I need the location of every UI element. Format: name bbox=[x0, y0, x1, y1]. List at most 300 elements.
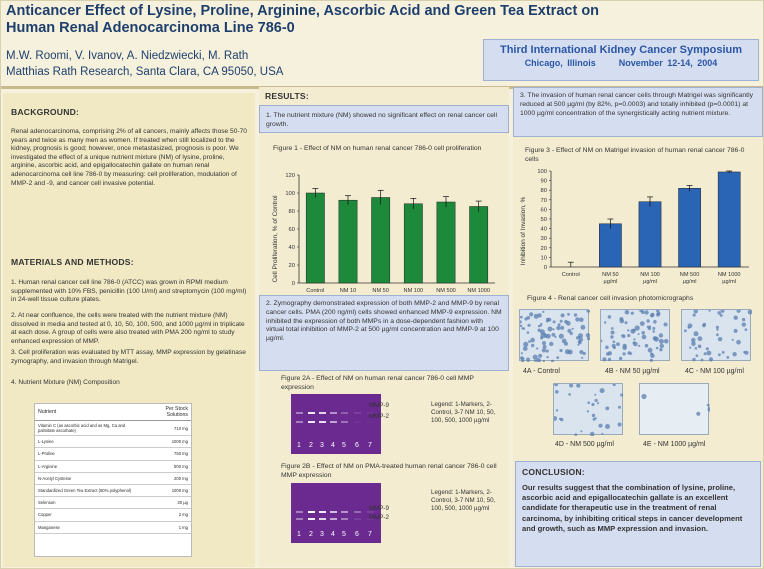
y-tick-label: 50 bbox=[540, 217, 547, 223]
y-tick-label: 80 bbox=[288, 209, 295, 215]
cell-dot bbox=[568, 393, 571, 396]
cell-dot bbox=[595, 399, 598, 402]
y-tick-label: 20 bbox=[288, 263, 295, 269]
photo-4b bbox=[600, 309, 670, 361]
cell-dot bbox=[704, 352, 707, 355]
cell-dot bbox=[531, 344, 534, 347]
cell-dot bbox=[538, 325, 541, 328]
nutrient-amount: 750 mg bbox=[145, 448, 191, 460]
cell-dot bbox=[558, 323, 561, 326]
cell-dot bbox=[605, 407, 609, 411]
y-tick-label: 90 bbox=[540, 178, 547, 185]
cell-dot bbox=[523, 342, 528, 347]
gel-band-mmp9 bbox=[341, 511, 348, 513]
cell-dot bbox=[623, 352, 626, 355]
x-tick-label: µg/ml bbox=[682, 279, 697, 285]
x-tick-label: NM 500 bbox=[679, 272, 700, 278]
bar bbox=[639, 202, 661, 267]
cell-dot bbox=[572, 328, 574, 330]
cell-dot bbox=[608, 358, 611, 361]
cell-dot bbox=[546, 334, 551, 339]
lane-label: 3 bbox=[320, 442, 324, 449]
nutrient-name: Copper bbox=[35, 509, 145, 521]
bar bbox=[437, 202, 455, 283]
cell-dot bbox=[540, 323, 542, 325]
cell-dot bbox=[652, 327, 655, 330]
gel-band-mmp2 bbox=[296, 421, 303, 423]
table-row bbox=[35, 509, 191, 521]
cell-dot bbox=[590, 432, 595, 436]
y-tick-label: 60 bbox=[288, 227, 295, 233]
bar bbox=[679, 188, 701, 267]
x-tick-label: µg/ml bbox=[603, 279, 618, 285]
cell-dot bbox=[552, 328, 554, 330]
conclusion-heading: CONCLUSION: bbox=[522, 467, 585, 477]
cell-dot bbox=[734, 329, 738, 333]
cell-dot bbox=[564, 320, 568, 324]
x-tick-label: NM 1000 bbox=[467, 288, 491, 294]
table-row bbox=[35, 448, 191, 460]
cell-dot bbox=[692, 358, 695, 361]
cell-dot bbox=[520, 356, 524, 360]
cell-dot bbox=[726, 356, 729, 359]
cell-dot bbox=[605, 346, 609, 350]
cell-dot bbox=[707, 351, 712, 356]
cell-dot bbox=[606, 352, 609, 355]
y-tick-label: 0 bbox=[291, 281, 295, 287]
cell-dot bbox=[708, 407, 711, 412]
cell-dot bbox=[594, 394, 596, 396]
cell-dot bbox=[575, 433, 578, 436]
photo-4c bbox=[681, 309, 751, 361]
x-tick-label: NM 50 bbox=[372, 288, 389, 294]
lane-label: 6 bbox=[355, 531, 359, 538]
bar bbox=[306, 193, 324, 283]
cell-dot bbox=[620, 394, 623, 397]
cell-dot bbox=[648, 327, 651, 330]
cell-dot bbox=[622, 334, 626, 338]
cell-dot bbox=[561, 313, 565, 317]
gel-band-mmp2 bbox=[354, 518, 361, 520]
cell-dot bbox=[604, 321, 606, 323]
photo-4e-label: 4E - NM 1000 µg/ml bbox=[643, 441, 706, 448]
gel-band-mmp2 bbox=[367, 421, 374, 423]
cell-dot bbox=[689, 347, 691, 349]
cell-dot bbox=[520, 316, 523, 319]
cell-dot bbox=[555, 390, 559, 394]
cell-dot bbox=[633, 341, 636, 344]
cell-dot bbox=[659, 348, 662, 351]
cell-dot bbox=[556, 326, 560, 330]
bar bbox=[372, 198, 390, 284]
authors: M.W. Roomi, V. Ivanov, A. Niedzwiecki, M. Rath bbox=[6, 50, 249, 62]
cell-dot bbox=[554, 384, 558, 386]
cell-dot bbox=[706, 347, 709, 350]
figure-3-plot bbox=[537, 169, 749, 285]
cell-dot bbox=[600, 388, 605, 393]
cell-dot bbox=[664, 323, 668, 327]
table-row bbox=[35, 521, 191, 533]
cell-dot bbox=[644, 310, 648, 314]
cell-dot bbox=[611, 331, 615, 335]
y-tick-label: 80 bbox=[540, 188, 547, 195]
cell-dot bbox=[602, 357, 606, 361]
cell-dot bbox=[567, 313, 570, 316]
cell-dot bbox=[598, 424, 602, 428]
cell-dot bbox=[656, 347, 659, 350]
y-tick-label: 60 bbox=[540, 207, 547, 214]
cell-dot bbox=[521, 352, 523, 354]
conclusion-box bbox=[515, 461, 761, 567]
cell-dot bbox=[570, 332, 573, 335]
cell-dot bbox=[627, 329, 629, 331]
symposium-location: Chicago, Illinois bbox=[524, 58, 596, 68]
cell-dot bbox=[650, 314, 654, 318]
gel-band-mmp9 bbox=[354, 511, 361, 513]
nutrient-amount: 710 mg bbox=[145, 421, 191, 436]
result-1-box bbox=[259, 105, 509, 133]
gel-band-mmp2 bbox=[296, 518, 303, 520]
nutrient-amount: 200 mg bbox=[145, 472, 191, 484]
cell-dot bbox=[742, 318, 745, 321]
cell-dot bbox=[574, 313, 577, 316]
x-tick-label: NM 100 bbox=[640, 272, 660, 278]
figure-2b-gel bbox=[291, 483, 381, 543]
cell-dot bbox=[601, 433, 603, 435]
nutrient-amount: 1 mg bbox=[145, 521, 191, 533]
lane-label: 2 bbox=[309, 442, 313, 449]
figure-2a-band-labels bbox=[369, 402, 393, 421]
cell-dot bbox=[638, 333, 640, 335]
cell-dot bbox=[718, 353, 721, 356]
nutrient-name: L-Lysine bbox=[35, 436, 145, 448]
cell-dot bbox=[586, 310, 590, 313]
table-header-row bbox=[35, 404, 191, 421]
cell-dot bbox=[627, 334, 630, 337]
cell-dot bbox=[691, 342, 696, 347]
lane-label: 3 bbox=[320, 531, 324, 538]
lane-label: 6 bbox=[355, 442, 359, 449]
y-tick-label: 40 bbox=[540, 226, 547, 233]
mmp9-label: MMP-9 bbox=[369, 505, 389, 512]
cell-dot bbox=[734, 316, 738, 320]
cell-dot bbox=[523, 346, 528, 351]
gel-band-mmp9 bbox=[341, 412, 348, 414]
cell-dot bbox=[581, 357, 583, 359]
cell-dot bbox=[601, 340, 602, 343]
cell-dot bbox=[657, 312, 661, 316]
gel-band-mmp2 bbox=[354, 421, 361, 423]
figure-3-caption: Figure 3 - Effect of NM on Matrigel invasion of human renal cancer 786-0 cells bbox=[525, 147, 745, 163]
gel-band-mmp2 bbox=[330, 421, 337, 423]
cell-dot bbox=[577, 344, 579, 346]
cell-dot bbox=[684, 329, 687, 332]
y-tick-label: 40 bbox=[288, 245, 295, 251]
cell-dot bbox=[635, 325, 640, 330]
nutrient-amount: 1000 mg bbox=[145, 484, 191, 496]
cell-dot bbox=[610, 335, 613, 338]
cell-dot bbox=[650, 359, 653, 362]
table-header-nutrient: Nutrient bbox=[35, 404, 145, 421]
cell-dot bbox=[579, 318, 584, 323]
cell-dot bbox=[653, 320, 657, 324]
cell-dot bbox=[543, 345, 547, 349]
cell-dot bbox=[622, 346, 627, 351]
figure-1-chart bbox=[265, 165, 505, 305]
cell-dot bbox=[564, 342, 568, 346]
gel-band-mmp2 bbox=[319, 421, 326, 423]
cell-dot bbox=[546, 320, 549, 323]
cell-dot bbox=[580, 430, 582, 432]
mmp2-label: MMP-2 bbox=[369, 513, 389, 521]
cell-dot bbox=[708, 310, 710, 312]
cell-dot bbox=[625, 321, 628, 324]
y-tick-label: 70 bbox=[540, 197, 547, 204]
cell-dot bbox=[611, 327, 614, 330]
cell-dot bbox=[587, 401, 590, 404]
symposium-dates: November 12-14, 2004 bbox=[618, 58, 718, 68]
cell-dot bbox=[743, 351, 746, 354]
cell-dot bbox=[716, 326, 719, 329]
nutrient-amount: 2 mg bbox=[145, 509, 191, 521]
cell-dot bbox=[717, 311, 721, 315]
gel-band-mmp9 bbox=[308, 412, 315, 414]
gel-band-mmp2 bbox=[308, 421, 315, 423]
results-heading: RESULTS: bbox=[265, 91, 309, 101]
cell-dot bbox=[633, 338, 635, 340]
result-2-box bbox=[259, 295, 509, 371]
gel-band-mmp2 bbox=[330, 518, 337, 520]
lane-label: 5 bbox=[342, 531, 346, 538]
cell-dot bbox=[664, 339, 669, 344]
figure-4-caption: Figure 4 - Renal cancer cell invasion photomicrographs bbox=[527, 295, 694, 302]
mmp2-label: MMP-2 bbox=[369, 412, 389, 420]
gel-band-mmp2 bbox=[341, 518, 348, 520]
author-block bbox=[6, 48, 283, 80]
table-row bbox=[35, 497, 191, 509]
cell-dot bbox=[648, 348, 653, 353]
symposium-details bbox=[484, 58, 758, 68]
cell-dot bbox=[583, 352, 586, 355]
background-heading: BACKGROUND: bbox=[11, 107, 80, 117]
cell-dot bbox=[619, 357, 622, 360]
y-tick-label: 20 bbox=[540, 245, 547, 252]
result-3-box bbox=[513, 87, 763, 137]
nutrient-name: L-Proline bbox=[35, 448, 145, 460]
bar bbox=[470, 207, 488, 284]
cell-dot bbox=[559, 418, 561, 420]
cell-dot bbox=[527, 324, 530, 327]
bar bbox=[339, 200, 357, 283]
figure-2a-gel bbox=[291, 394, 381, 454]
cell-dot bbox=[716, 329, 718, 331]
cell-dot bbox=[552, 333, 556, 337]
cell-dot bbox=[542, 341, 546, 345]
cell-dot bbox=[698, 336, 703, 341]
cell-dot bbox=[556, 409, 558, 411]
cell-dot bbox=[543, 333, 546, 336]
x-tick-label: NM 100 bbox=[403, 288, 424, 294]
cell-dot bbox=[659, 339, 664, 344]
cell-dot bbox=[542, 311, 544, 313]
gel-band-mmp9 bbox=[319, 412, 326, 414]
gel-band-mmp9 bbox=[330, 511, 337, 513]
cell-dot bbox=[581, 325, 586, 330]
cell-dot bbox=[559, 334, 564, 339]
cell-dot bbox=[527, 331, 530, 334]
cell-dot bbox=[618, 406, 621, 409]
result-3-text: 3. The invasion of human renal cancer cells through Matrigel was significantly reduced at 500 µg/ml (by 82%, p=0.0003) and totally inhibited (p=0.0001) at 1000 µg/ml concentration of the synergistically acting nutrient mixture. bbox=[520, 92, 753, 117]
gel-band-mmp9 bbox=[330, 412, 337, 414]
figure-2a-caption: Figure 2A - Effect of NM on human renal cancer 786-0 cell MMP expression bbox=[281, 375, 474, 391]
table-row bbox=[35, 472, 191, 484]
nutrient-name: Vitamin C (as ascorbic acid and as Mg, Ca and palmitate ascorbate) bbox=[35, 421, 145, 436]
table-row bbox=[35, 436, 191, 448]
cell-dot bbox=[695, 347, 698, 350]
nutrient-name: Selenium bbox=[35, 497, 145, 509]
cell-dot bbox=[529, 312, 533, 316]
figure-1-caption: Figure 1 - Effect of NM on human renal cancer 786-0 cell proliferation bbox=[273, 145, 482, 152]
cell-dot bbox=[560, 320, 563, 323]
gel-band-mmp9 bbox=[296, 412, 303, 414]
methods-heading: MATERIALS AND METHODS: bbox=[11, 257, 134, 267]
cell-dot bbox=[608, 315, 612, 319]
photo-4d-label: 4D - NM 500 µg/ml bbox=[555, 441, 614, 448]
cell-dot bbox=[526, 358, 530, 362]
affiliation: Matthias Rath Research, Santa Clara, CA 95050, USA bbox=[6, 66, 284, 78]
x-tick-label: µg/ml bbox=[643, 279, 657, 285]
photo-4a-label: 4A - Control bbox=[523, 368, 560, 375]
method-item-3: 3. Cell proliferation was evaluated by MTT assay, MMP expression by gelatinase zymography, and invasion through Matrigel. bbox=[11, 349, 246, 365]
cell-dot bbox=[586, 333, 590, 337]
lane-label: 5 bbox=[342, 442, 346, 449]
cell-dot bbox=[523, 327, 526, 330]
cell-dot bbox=[737, 310, 741, 313]
cell-dot bbox=[528, 340, 531, 343]
lane-label: 7 bbox=[368, 442, 372, 449]
cell-dot bbox=[587, 337, 590, 340]
gel-band-mmp9 bbox=[354, 412, 361, 414]
cell-dot bbox=[654, 337, 659, 342]
nutrient-name: Manganese bbox=[35, 521, 145, 533]
cell-dot bbox=[612, 344, 616, 348]
cell-dot bbox=[748, 310, 752, 315]
cell-dot bbox=[722, 351, 725, 354]
cell-dot bbox=[721, 310, 725, 313]
cell-dot bbox=[553, 320, 556, 323]
bar bbox=[599, 224, 621, 267]
cell-dot bbox=[732, 352, 736, 356]
cell-dot bbox=[613, 384, 616, 386]
cell-dot bbox=[631, 312, 634, 315]
nm-composition-table bbox=[34, 403, 192, 557]
cell-dot bbox=[575, 317, 579, 321]
figure-2b-caption: Figure 2B - Effect of NM on PMA-treated human renal cancer 786-0 cell MMP expression bbox=[281, 463, 497, 479]
cell-dot bbox=[542, 348, 546, 352]
cell-dot bbox=[742, 322, 746, 326]
y-tick-label: 10 bbox=[540, 255, 547, 262]
cell-dot bbox=[576, 384, 580, 388]
lane-label: 7 bbox=[368, 531, 372, 538]
cell-dot bbox=[627, 351, 631, 355]
symposium-box bbox=[483, 39, 759, 81]
nutrient-amount: 30 µg bbox=[145, 497, 191, 509]
y-tick-label: 0 bbox=[543, 265, 547, 271]
cell-dot bbox=[534, 360, 536, 362]
cell-dot bbox=[694, 310, 698, 313]
x-tick-label: NM 10 bbox=[339, 288, 357, 294]
cell-dot bbox=[549, 342, 553, 346]
cell-dot bbox=[641, 394, 646, 399]
cell-dot bbox=[559, 349, 562, 352]
gel-band-mmp2 bbox=[319, 518, 326, 520]
lane-label: 1 bbox=[297, 531, 301, 538]
x-tick-label: Control bbox=[561, 272, 580, 278]
figure-3-chart bbox=[515, 165, 761, 299]
lane-label: 4 bbox=[331, 531, 335, 538]
cell-dot bbox=[548, 327, 553, 332]
cell-dot bbox=[641, 331, 645, 335]
x-tick-label: Control bbox=[306, 288, 325, 294]
gel-band-mmp2 bbox=[308, 518, 315, 520]
cell-dot bbox=[702, 324, 706, 328]
cell-dot bbox=[520, 325, 522, 328]
cell-dot bbox=[701, 359, 704, 362]
cell-dot bbox=[613, 341, 616, 344]
x-tick-label: NM 500 bbox=[436, 288, 456, 294]
cell-dot bbox=[536, 347, 538, 349]
result-2-text: 2. Zymography demonstrated expression of both MMP-2 and MMP-9 by renal cancer cells. PMA (200 ng/ml) cells showed enhanced MMP-9 expression. NM inhibited the expression of both MMPs in a dose-dependent fashion with virtual total inhibition of MMP-2 at 500 µg/ml concentration and MMP-9 at 100 µg/ml. bbox=[266, 300, 502, 343]
cell-dot bbox=[688, 326, 690, 328]
cell-dot bbox=[693, 313, 696, 316]
figure-3-ylabel: Inhibition of Invasion, % bbox=[520, 196, 527, 266]
cell-dot bbox=[646, 319, 649, 322]
cell-dot bbox=[579, 337, 583, 341]
cell-dot bbox=[616, 342, 620, 346]
cell-dot bbox=[710, 360, 712, 362]
y-tick-label: 100 bbox=[285, 191, 295, 197]
photo-4c-label: 4C - NM 100 µg/ml bbox=[685, 368, 744, 375]
cell-dot bbox=[560, 326, 564, 330]
table-row bbox=[35, 484, 191, 496]
cell-dot bbox=[640, 321, 645, 326]
table-row bbox=[35, 460, 191, 472]
lane-label: 4 bbox=[331, 442, 335, 449]
cell-dot bbox=[619, 317, 623, 321]
cell-dot bbox=[698, 345, 702, 349]
cell-dot bbox=[652, 330, 655, 333]
nutrient-name: L-Arginine bbox=[35, 460, 145, 472]
x-tick-label: NM 1000 bbox=[717, 272, 741, 278]
photo-4b-label: 4B - NM 50 µg/ml bbox=[605, 368, 660, 375]
lane-label: 2 bbox=[309, 531, 313, 538]
cell-dot bbox=[625, 310, 630, 315]
cell-dot bbox=[642, 335, 647, 340]
figure-2a-legend: Legend: 1-Markers, 2-Control, 3-7 NM 10, 50, 100, 500, 1000 µg/ml bbox=[431, 401, 496, 424]
cell-dot bbox=[696, 412, 700, 416]
photo-4e bbox=[639, 383, 709, 435]
nutrient-amount: 1000 mg bbox=[145, 436, 191, 448]
x-tick-label: NM 50 bbox=[602, 272, 619, 278]
table-header-amount: Per Stock Solutions bbox=[145, 404, 191, 421]
nutrient-name: Standardized Green Tea Extract (80% polyphenol) bbox=[35, 484, 145, 496]
method-item-4: 4. Nutrient Mixture (NM) Composition bbox=[11, 379, 120, 386]
bar bbox=[404, 204, 422, 283]
middle-column bbox=[259, 87, 509, 567]
cell-dot bbox=[618, 423, 622, 427]
lane-label: 1 bbox=[297, 442, 301, 449]
cell-dot bbox=[546, 356, 548, 358]
